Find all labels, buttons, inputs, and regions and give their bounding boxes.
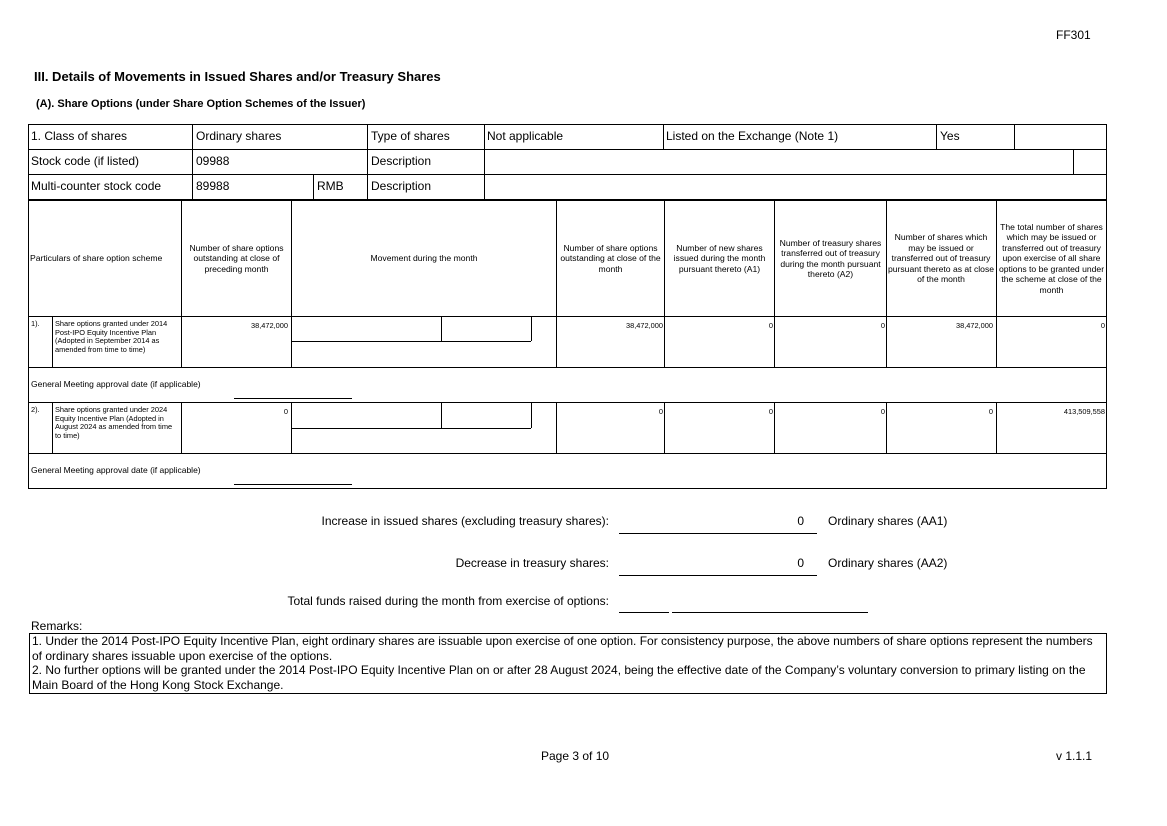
- scheme-1-name: Share options granted under 2014 Post-IPO Equity Incentive Plan (Adopted in September 2014 as amended from time to time): [55, 319, 168, 354]
- increase-label: Increase in issued shares (excluding treasury shares):: [321, 514, 609, 528]
- stock-code-label: Stock code (if listed): [31, 154, 140, 168]
- multi-counter-currency: RMB: [317, 179, 344, 193]
- listed-label: Listed on the Exchange (Note 1): [666, 129, 839, 143]
- remark-2: 2. No further options will be granted under the 2014 Post-IPO Equity Incentive Plan on or after 28 August 2024, being the effective date of the Company’s voluntary conversion to primary listing on the Main Board of the Hong Kong Stock Exchange.: [32, 663, 1086, 692]
- scheme-1-outstanding-prev: 38,472,000: [251, 321, 288, 330]
- scheme-1-gm-approval-date-line: [234, 398, 352, 399]
- funds-raised-label: Total funds raised during the month from exercise of options:: [287, 594, 609, 608]
- scheme-1-gm-approval-label: General Meeting approval date (if applicable): [31, 379, 201, 389]
- scheme-2-gm-approval-label: General Meeting approval date (if applicable): [31, 465, 201, 475]
- section-title: III. Details of Movements in Issued Shares and/or Treasury Shares: [34, 69, 441, 84]
- page-number: Page 3 of 10: [541, 749, 610, 763]
- multi-counter-value: 89988: [196, 179, 230, 193]
- stock-code-description-label: Description: [371, 154, 432, 168]
- scheme-1-outstanding-close: 38,472,000: [626, 321, 663, 330]
- decrease-value: 0: [797, 556, 804, 570]
- type-of-shares-value: Not applicable: [487, 129, 564, 143]
- scheme-1-may-be-issued: 38,472,000: [956, 321, 993, 330]
- scheme-2-gm-approval-date-line: [234, 484, 352, 485]
- scheme-1-index: 1).: [31, 319, 40, 328]
- subsection-title: (A). Share Options (under Share Option Schemes of the Issuer): [36, 98, 366, 110]
- remarks-label: Remarks:: [31, 619, 83, 633]
- header-new-shares: Number of new shares issued during the month pursuant thereto (A1): [673, 242, 766, 274]
- scheme-2-name: Share options granted under 2024 Equity Incentive Plan (Adopted in August 2024 as amended from time to time): [55, 405, 173, 440]
- scheme-2-outstanding-prev: 0: [283, 407, 288, 416]
- increase-value: 0: [797, 514, 804, 528]
- scheme-2-may-be-issued: 0: [988, 407, 993, 416]
- scheme-1-treasury-transferred: 0: [880, 321, 885, 330]
- multi-counter-description-label: Description: [371, 179, 432, 193]
- class-of-shares-label: 1. Class of shares: [31, 129, 128, 143]
- scheme-2-treasury-transferred: 0: [880, 407, 885, 416]
- header-may-be-issued: Number of shares which may be issued or transferred out of treasury pursuant thereto as at close of the month: [887, 232, 995, 285]
- scheme-1-new-shares: 0: [768, 321, 773, 330]
- header-total-number: The total number of shares which may be issued or transferred out of treasury upon exercise of all share options to be granted under the scheme at close of the month: [998, 222, 1105, 295]
- header-outstanding-close: Number of share options outstanding at close of the month: [560, 242, 661, 274]
- remarks-box: [29, 633, 1107, 694]
- form-version: v 1.1.1: [1056, 749, 1093, 763]
- stock-code-value: 09988: [196, 154, 230, 168]
- decrease-label: Decrease in treasury shares:: [455, 556, 609, 570]
- form-code: FF301: [1056, 28, 1091, 42]
- scheme-2-outstanding-close: 0: [658, 407, 663, 416]
- header-particulars: Particulars of share option scheme: [30, 253, 163, 264]
- scheme-2-index: 2).: [31, 405, 40, 414]
- scheme-1-total-number: 0: [1100, 321, 1105, 330]
- scheme-2-total-number: 413,509,558: [1063, 407, 1105, 416]
- header-movement: Movement during the month: [370, 253, 478, 264]
- decrease-unit: Ordinary shares (AA2): [828, 556, 948, 570]
- header-treasury-transferred: Number of treasury shares transferred out of treasury during the month pursuant thereto (A2): [779, 237, 882, 279]
- remark-1: 1. Under the 2014 Post-IPO Equity Incentive Plan, eight ordinary shares are issuable upon exercise of one option. For consistency purpose, the above numbers of share options represent the numbers of ordinary shares issuable upon exercise of the options.: [32, 634, 1093, 663]
- listed-value: Yes: [940, 129, 960, 143]
- class-of-shares-value: Ordinary shares: [196, 129, 282, 143]
- type-of-shares-label: Type of shares: [371, 129, 450, 143]
- multi-counter-label: Multi-counter stock code: [31, 179, 162, 193]
- header-outstanding-prev: Number of share options outstanding at close of preceding month: [189, 242, 284, 274]
- increase-unit: Ordinary shares (AA1): [828, 514, 948, 528]
- scheme-2-new-shares: 0: [768, 407, 773, 416]
